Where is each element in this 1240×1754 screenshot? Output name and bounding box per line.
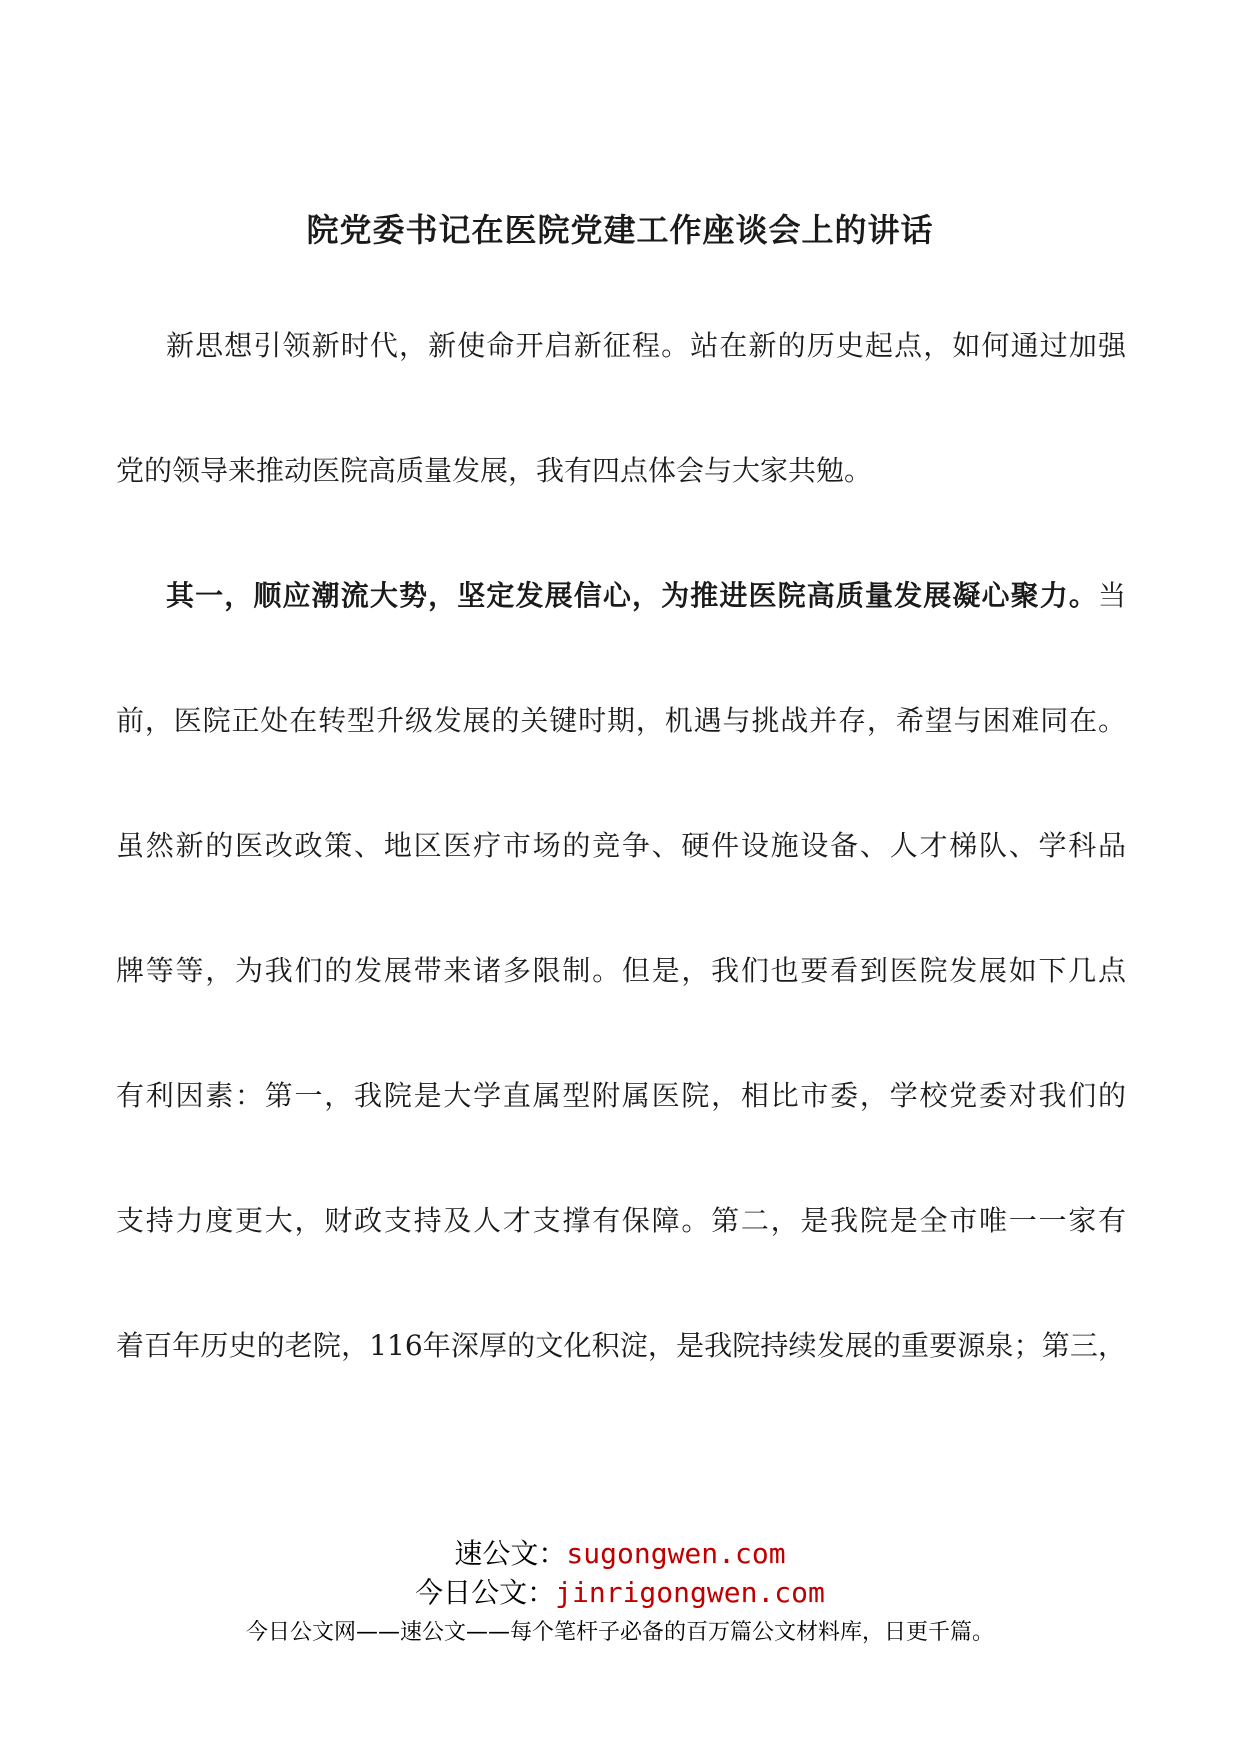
paragraph-line: 党的领导来推动医院高质量发展，我有四点体会与大家共勉。 — [116, 454, 873, 487]
section-heading: 其一，顺应潮流大势，坚定发展信心，为推进医院高质量发展凝心聚力。 — [166, 579, 1098, 612]
section-heading-line — [166, 576, 1126, 616]
section-heading-tail: 当 — [1097, 579, 1126, 612]
document-title: 院党委书记在医院党建工作座谈会上的讲话 — [306, 211, 934, 249]
paragraph-line: 新思想引领新时代，新使命开启新征程。站在新的历史起点，如何通过加强 — [166, 329, 1126, 362]
footer-link-jinrigongwen[interactable]: jinrigongwen.com — [555, 1576, 825, 1609]
footer-sugongwen — [0, 1536, 1240, 1572]
paragraph-line: 有利因素：第一，我院是大学直属型附属医院，相比市委，学校党委对我们的 — [116, 1079, 1126, 1112]
footer-slogan: 今日公文网——速公文——每个笔杆子必备的百万篇公文材料库，日更千篇。 — [245, 1620, 994, 1645]
footer-label: 速公文： — [454, 1537, 567, 1570]
paragraph-line: 着百年历史的老院，116年深厚的文化积淀，是我院持续发展的重要源泉；第三， — [116, 1329, 1126, 1362]
paragraph-line: 牌等等，为我们的发展带来诸多限制。但是，我们也要看到医院发展如下几点 — [116, 954, 1126, 987]
footer-jinrigongwen — [0, 1575, 1240, 1611]
footer-link-sugongwen[interactable]: sugongwen.com — [566, 1537, 786, 1570]
paragraph-line: 支持力度更大，财政支持及人才支撑有保障。第二，是我院是全市唯一一家有 — [116, 1204, 1126, 1237]
footer-label: 今日公文： — [415, 1576, 556, 1609]
paragraph-line: 前，医院正处在转型升级发展的关键时期，机遇与挑战并存，希望与困难同在。 — [116, 704, 1126, 737]
paragraph-line: 虽然新的医改政策、地区医疗市场的竞争、硬件设施设备、人才梯队、学科品 — [116, 829, 1126, 862]
